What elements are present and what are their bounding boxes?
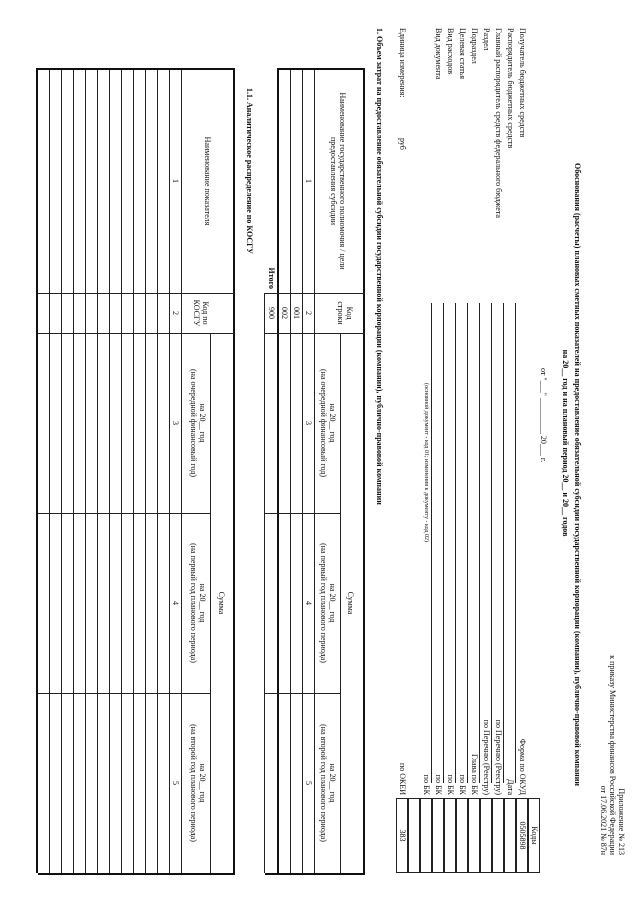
- okei-value-cell: 383: [396, 798, 408, 873]
- field-line-target: [455, 303, 456, 783]
- registry-value-cell-2: [480, 798, 492, 873]
- s11-num-5: 5: [171, 781, 180, 785]
- field-target-article: Целевая статья: [458, 28, 467, 80]
- s11-col-y3-header: на 20__ год: [198, 763, 207, 803]
- s1-col-y1-header: на 20__ год: [328, 403, 337, 443]
- bk3-value-cell: [432, 798, 444, 873]
- s11-col-code-header: Код по КОСГУ: [192, 299, 210, 327]
- appendix-label: Приложение № 213: [617, 788, 626, 855]
- s1-num-3: 3: [304, 421, 313, 425]
- s1-total-code: 900: [267, 307, 276, 319]
- units-label: Единица измерения:: [398, 28, 407, 98]
- field-line-distributor: [503, 303, 504, 783]
- s11-col-y2-header: на 20__ год: [198, 583, 207, 623]
- s11-col-y1-sub: (на очередной финансовый год): [189, 368, 198, 478]
- bk1-value-cell: [456, 798, 468, 873]
- s1-total-label: Итого: [267, 267, 276, 289]
- registry-label-1: по Перечню (Реестру): [494, 719, 503, 795]
- glava-value-cell: [468, 798, 480, 873]
- s1-col-y3-header: на 20__ год: [328, 763, 337, 803]
- s1-col-y1-sub: (на очередной финансовый год): [319, 368, 328, 478]
- s1-row-2-code: 002: [280, 307, 289, 319]
- field-subsection: Подраздел: [470, 28, 479, 64]
- section-11-title: 1.1. Аналитическое распределение по КОСГУ: [245, 88, 254, 255]
- field-line-expense: [443, 303, 444, 783]
- field-line-recipient: [515, 303, 516, 783]
- document-page: [0, 3, 640, 903]
- bk3-label: по БК: [434, 774, 443, 795]
- section-1-title: 1. Объем затрат на предоставление обязательной субсидии государственной корпорации (компании), публично-правовой компании: [375, 28, 384, 505]
- date-line: от "___" _________ 20___ г.: [539, 368, 548, 463]
- s1-col-y3-sub: (на второй год планового периода): [319, 724, 328, 842]
- field-expense-type: Вид расходов: [446, 28, 455, 74]
- field-line-subsection: [467, 303, 468, 783]
- s1-col-code-header: Код строки: [336, 301, 354, 325]
- field-line-doctype: [431, 303, 432, 783]
- s1-col-y2-header: на 20__ год: [328, 583, 337, 623]
- field-recipient: Получатель бюджетных средств: [518, 28, 527, 138]
- okud-value-cell: 0505898: [516, 798, 528, 873]
- s11-num-4: 4: [171, 601, 180, 605]
- s11-col-y1-header: на 20__ год: [198, 403, 207, 443]
- document-title: Обоснования (расчеты) плановых сметных показателей на предоставление обязательной субсидии государственной корпорации (компании), публично-правовой компании: [573, 163, 582, 786]
- field-distributor: Распорядитель бюджетных средств: [506, 28, 515, 149]
- s1-num-4: 4: [304, 601, 313, 605]
- s1-row-1-code: 001: [292, 307, 301, 319]
- doc-type-value-cell: [408, 798, 420, 873]
- field-section: Раздел: [482, 28, 491, 51]
- order-line-1: к приказу Министерства финансов Российской Федерации: [608, 655, 617, 855]
- field-document-type: Вид документа: [434, 28, 443, 80]
- s11-col-name-header: Наименование показателя: [203, 136, 212, 226]
- s1-num-2: 2: [304, 311, 313, 315]
- okud-label: Форма по ОКУД: [518, 738, 527, 795]
- field-main-distributor: Главный распорядитель средств федерального бюджета: [494, 28, 503, 218]
- glava-label: Глава по БК: [470, 754, 479, 795]
- s1-num-5: 5: [304, 781, 313, 785]
- registry-label-2: по Перечню (Реестру): [482, 719, 491, 795]
- s11-num-3: 3: [171, 421, 180, 425]
- s11-col-y3-sub: (на второй год планового периода): [189, 724, 198, 842]
- order-line-2: от 17.06.2021 № 87н: [599, 785, 608, 855]
- bk2-label: по БК: [446, 774, 455, 795]
- s11-num-2: 2: [171, 311, 180, 315]
- codes-header-cell: Коды: [528, 798, 540, 873]
- s1-col-name-header: Наименование государственного полномочия / цели предоставления субсидии: [329, 92, 347, 270]
- s11-col-sum-header: Сумма: [217, 591, 226, 615]
- field-line-main-distributor: [491, 303, 492, 783]
- s11-num-1: 1: [171, 179, 180, 183]
- date-value-cell: [504, 798, 516, 873]
- s1-col-sum-header: Сумма: [346, 591, 355, 615]
- document-title-period: на 20__ год и на плановый период 20__ и 20__ годов: [561, 349, 570, 537]
- bk4-value-cell: [420, 798, 432, 873]
- date-label: Дата: [506, 779, 515, 795]
- bk1-label: по БК: [458, 774, 467, 795]
- bk2-value-cell: [444, 798, 456, 873]
- s1-num-1: 1: [304, 179, 313, 183]
- bk4-label: по БК: [422, 774, 431, 795]
- doc-type-note: (основной документ - код 01; изменения к документу - код 02): [423, 383, 429, 542]
- s11-col-y2-sub: (на первый год планового периода): [189, 543, 198, 663]
- units-value: руб: [398, 138, 407, 150]
- registry-value-cell-1: [492, 798, 504, 873]
- okei-label: по ОКЕИ: [398, 762, 407, 795]
- field-line-section: [479, 303, 480, 783]
- s1-col-y2-sub: (на первый год планового периода): [319, 543, 328, 663]
